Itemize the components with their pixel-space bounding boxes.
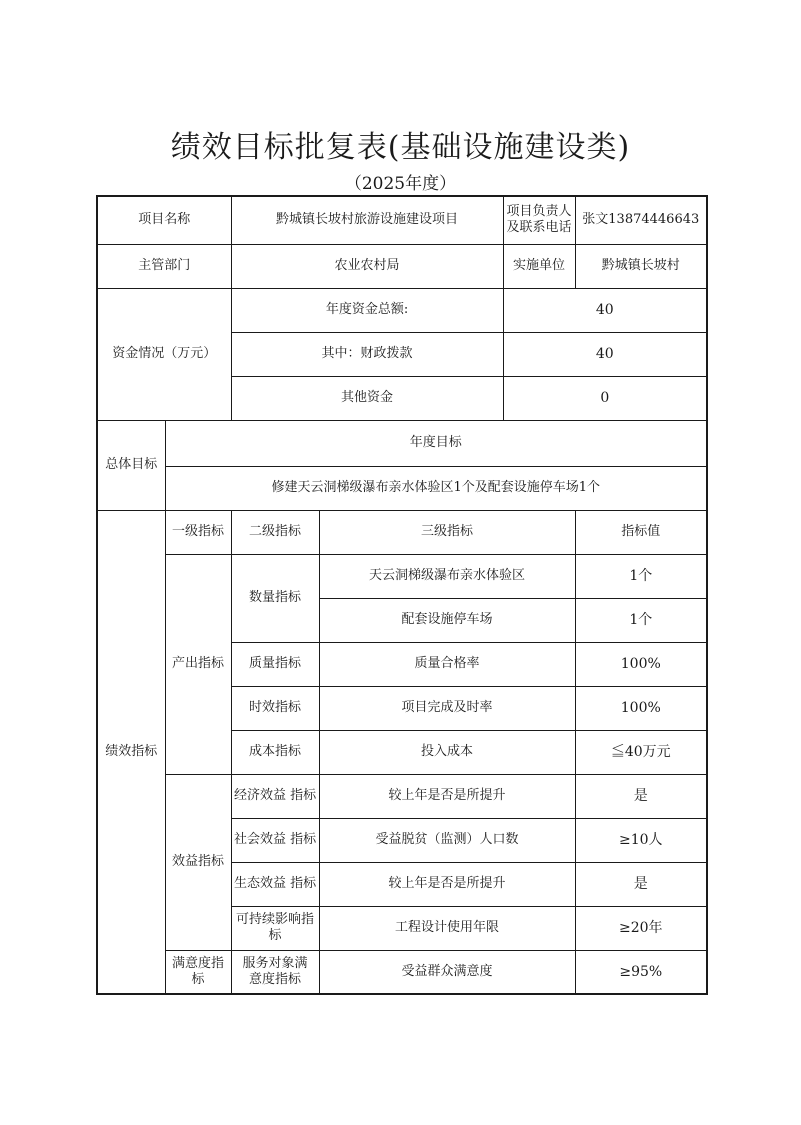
- page-year: （2025年度）: [344, 174, 457, 194]
- benefit-name-4: 工程设计使用年限: [319, 906, 575, 950]
- quality-label: 质量指标: [231, 642, 319, 686]
- benefit-value-2: ≥10人: [575, 818, 707, 862]
- cost-label: 成本指标: [231, 730, 319, 774]
- table-row: [97, 420, 707, 466]
- table-row: [97, 510, 707, 554]
- quantity-label: 数量指标: [231, 554, 319, 642]
- cost-name: 投入成本: [319, 730, 575, 774]
- goal-header: 年度目标: [165, 420, 707, 466]
- funds-fiscal-value: 40: [503, 332, 707, 376]
- table-row: [97, 554, 707, 598]
- page-title: 绩效目标批复表(基础设施建设类): [170, 130, 631, 165]
- benefit-label: 效益指标: [165, 774, 231, 950]
- funds-other-value: 0: [503, 376, 707, 420]
- benefit-level2-2: 社会效益 指标: [231, 818, 319, 862]
- satisfaction-value: ≥95%: [575, 950, 707, 994]
- quantity-value-1: 1个: [575, 554, 707, 598]
- benefit-value-4: ≥20年: [575, 906, 707, 950]
- project-contact-value: 张文13874446643: [575, 196, 707, 244]
- benefit-level2-4: 可持续影响指标: [231, 906, 319, 950]
- table-row: [97, 950, 707, 994]
- dept-label: 主管部门: [97, 244, 231, 288]
- project-name-label: 项目名称: [97, 196, 231, 244]
- level1-header: 一级指标: [165, 510, 231, 554]
- satisfaction-name: 受益群众满意度: [319, 950, 575, 994]
- performance-table: [96, 195, 708, 995]
- impl-label: 实施单位: [503, 244, 575, 288]
- benefit-name-2: 受益脱贫（监测）人口数: [319, 818, 575, 862]
- time-name: 项目完成及时率: [319, 686, 575, 730]
- table-row: [97, 196, 707, 244]
- benefit-value-1: 是: [575, 774, 707, 818]
- level2-header: 二级指标: [231, 510, 319, 554]
- table-row: [97, 774, 707, 818]
- funds-fiscal-label: 其中：财政拨款: [231, 332, 503, 376]
- benefit-level2-3: 生态效益 指标: [231, 862, 319, 906]
- performance-label: 绩效指标: [97, 510, 165, 994]
- level3-header: 三级指标: [319, 510, 575, 554]
- benefit-value-3: 是: [575, 862, 707, 906]
- dept-value: 农业农村局: [231, 244, 503, 288]
- satisfaction-label: 满意度指标: [165, 950, 231, 994]
- time-label: 时效指标: [231, 686, 319, 730]
- project-name-value: 黔城镇长坡村旅游设施建设项目: [231, 196, 503, 244]
- impl-value: 黔城镇长坡村: [575, 244, 707, 288]
- time-value: 100%: [575, 686, 707, 730]
- goal-label: 总体目标: [97, 420, 165, 510]
- quantity-name-2: 配套设施停车场: [319, 598, 575, 642]
- funds-total-value: 40: [503, 288, 707, 332]
- quantity-name-1: 天云洞梯级瀑布亲水体验区: [319, 554, 575, 598]
- table-row: [97, 466, 707, 510]
- funds-total-label: 年度资金总额:: [231, 288, 503, 332]
- satisfaction-level2: 服务对象满意度指标: [231, 950, 319, 994]
- quality-name: 质量合格率: [319, 642, 575, 686]
- table-row: [97, 244, 707, 288]
- output-label: 产出指标: [165, 554, 231, 774]
- benefit-name-1: 较上年是否是所提升: [319, 774, 575, 818]
- table-row: [97, 288, 707, 332]
- benefit-name-3: 较上年是否是所提升: [319, 862, 575, 906]
- benefit-level2-1: 经济效益 指标: [231, 774, 319, 818]
- quantity-value-2: 1个: [575, 598, 707, 642]
- value-header: 指标值: [575, 510, 707, 554]
- project-contact-label: 项目负责人及联系电话: [503, 196, 575, 244]
- quality-value: 100%: [575, 642, 707, 686]
- funds-label: 资金情况（万元）: [97, 288, 231, 420]
- funds-other-label: 其他资金: [231, 376, 503, 420]
- cost-value: ≦40万元: [575, 730, 707, 774]
- goal-content: 修建天云洞梯级瀑布亲水体验区1个及配套设施停车场1个: [165, 466, 707, 510]
